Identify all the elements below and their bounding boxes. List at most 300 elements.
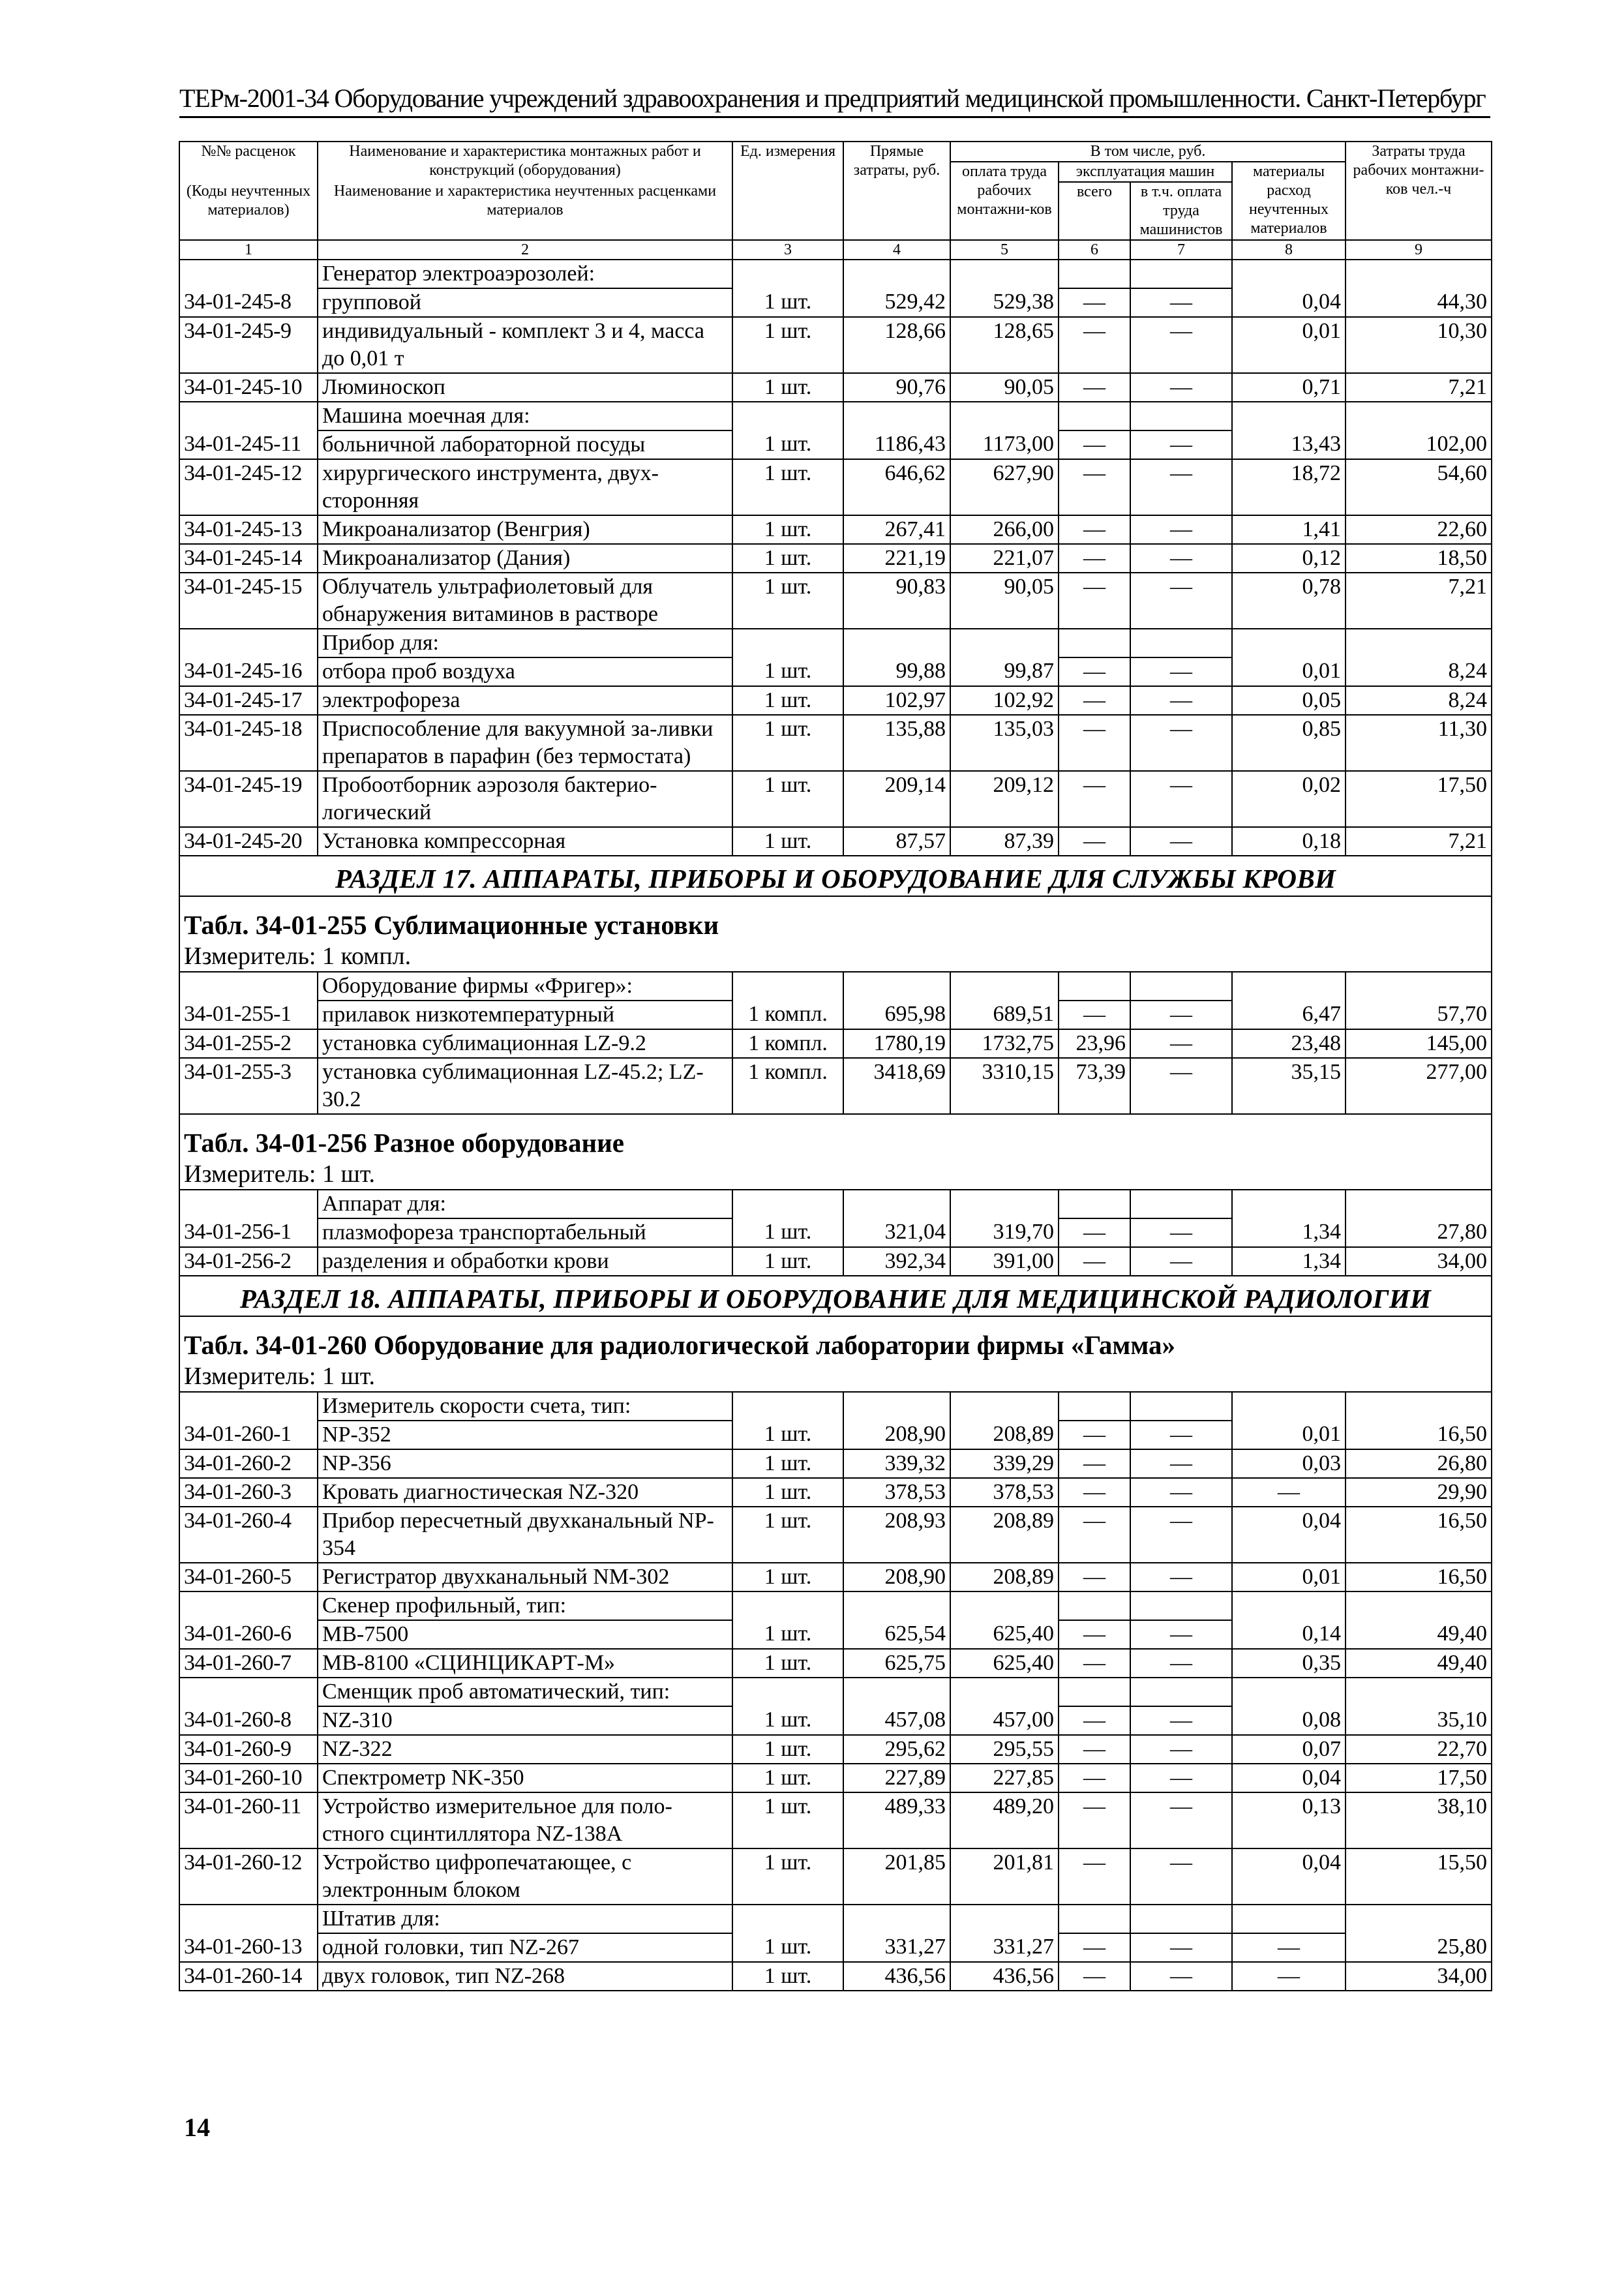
item-name: Спектрометр NK-350 (318, 1764, 732, 1792)
empty-cell (950, 1392, 1059, 1421)
group-header-row (179, 972, 1492, 1001)
rate-code: 34-01-255-3 (179, 1058, 318, 1114)
unit-cell: 1 шт. (732, 827, 843, 856)
item-name: NZ-310 (318, 1706, 732, 1735)
value-c5: 331,27 (950, 1933, 1059, 1962)
value-c9: 22,60 (1346, 515, 1492, 544)
unit-cell: 1 шт. (732, 1764, 843, 1792)
item-name: Установка компрессорная (318, 827, 732, 856)
empty-cell (1232, 1190, 1346, 1218)
value-c7: — (1130, 1962, 1232, 1991)
item-name: установка сублимационная LZ-9.2 (318, 1029, 732, 1058)
value-c6: — (1059, 1421, 1130, 1449)
table-row (179, 459, 1492, 515)
empty-cell (732, 1392, 843, 1421)
col-head-code-materials: (Коды неучтенных материалов) (179, 182, 318, 240)
value-c8: 0,71 (1232, 373, 1346, 402)
value-c8: 0,85 (1232, 715, 1346, 771)
value-c5: 378,53 (950, 1478, 1059, 1507)
item-name: Устройство измерительное для поло-стного сцинтиллятора NZ-138A (318, 1792, 732, 1848)
value-c4: 339,32 (843, 1449, 950, 1478)
empty-cell (1059, 629, 1130, 657)
item-name: двух головок, тип NZ-268 (318, 1962, 732, 1991)
table-row (179, 1933, 1492, 1962)
item-name: Регистратор двухканальный NM-302 (318, 1563, 732, 1591)
empty-cell (1346, 1905, 1492, 1933)
value-c7: — (1130, 1247, 1232, 1276)
value-c7: — (1130, 515, 1232, 544)
column-number: 8 (1232, 240, 1346, 260)
value-c4: 1780,19 (843, 1029, 950, 1058)
empty-cell (1346, 629, 1492, 657)
table-row (179, 686, 1492, 715)
table-row (179, 657, 1492, 686)
value-c9: 17,50 (1346, 1764, 1492, 1792)
rate-code: 34-01-255-2 (179, 1029, 318, 1058)
section-cell (179, 1276, 1492, 1316)
value-c4: 331,27 (843, 1933, 950, 1962)
value-c8: 0,01 (1232, 317, 1346, 373)
empty-cell (1059, 972, 1130, 1001)
value-c4: 128,66 (843, 317, 950, 373)
unit-cell: 1 шт. (732, 715, 843, 771)
rate-code-empty (179, 402, 318, 430)
item-name: плазмофореза транспортабельный (318, 1218, 732, 1247)
table-row (179, 1620, 1492, 1649)
section-row (179, 856, 1492, 896)
empty-cell (1059, 260, 1130, 288)
value-c6: — (1059, 317, 1130, 373)
value-c5: 201,81 (950, 1848, 1059, 1905)
rate-code: 34-01-245-15 (179, 573, 318, 629)
value-c8: 0,01 (1232, 657, 1346, 686)
value-c4: 392,34 (843, 1247, 950, 1276)
value-c5: 102,92 (950, 686, 1059, 715)
table-caption-cell (179, 1114, 1492, 1190)
unit-cell: 1 шт. (732, 573, 843, 629)
value-c9: 7,21 (1346, 827, 1492, 856)
table-caption-cell (179, 1316, 1492, 1392)
value-c5: 689,51 (950, 1001, 1059, 1029)
table-row (179, 1649, 1492, 1678)
rate-code-empty (179, 1392, 318, 1421)
empty-cell (1232, 402, 1346, 430)
value-c7: — (1130, 715, 1232, 771)
rate-code: 34-01-260-3 (179, 1478, 318, 1507)
value-c7: — (1130, 1649, 1232, 1678)
column-numbers-row (179, 240, 1492, 260)
table-row (179, 1848, 1492, 1905)
table-head (179, 142, 1492, 260)
value-c5: 391,00 (950, 1247, 1059, 1276)
value-c6: — (1059, 1001, 1130, 1029)
value-c5: 295,55 (950, 1735, 1059, 1764)
rate-code: 34-01-260-12 (179, 1848, 318, 1905)
value-c5: 436,56 (950, 1962, 1059, 1991)
unit-cell: 1 шт. (732, 515, 843, 544)
rate-code: 34-01-260-9 (179, 1735, 318, 1764)
value-c7: — (1130, 544, 1232, 573)
value-c4: 3418,69 (843, 1058, 950, 1114)
value-c9: 35,10 (1346, 1706, 1492, 1735)
rate-code: 34-01-260-1 (179, 1421, 318, 1449)
empty-cell (1346, 402, 1492, 430)
rate-code: 34-01-245-12 (179, 459, 318, 515)
empty-cell (843, 1905, 950, 1933)
value-c8: 23,48 (1232, 1029, 1346, 1058)
value-c6: — (1059, 657, 1130, 686)
rate-code: 34-01-260-4 (179, 1507, 318, 1563)
empty-cell (1346, 972, 1492, 1001)
empty-cell (732, 1591, 843, 1620)
value-c5: 529,38 (950, 288, 1059, 317)
value-c8: 0,05 (1232, 686, 1346, 715)
rate-code-empty (179, 972, 318, 1001)
value-c4: 208,90 (843, 1421, 950, 1449)
empty-cell (1130, 1905, 1232, 1933)
value-c5: 128,65 (950, 317, 1059, 373)
empty-cell (950, 260, 1059, 288)
value-c6: — (1059, 1735, 1130, 1764)
value-c8: 0,14 (1232, 1620, 1346, 1649)
value-c5: 319,70 (950, 1218, 1059, 1247)
rate-code-empty (179, 1190, 318, 1218)
value-c4: 201,85 (843, 1848, 950, 1905)
col-head-machinists-wages: в т.ч. оплата труда машинистов (1130, 182, 1232, 240)
value-c4: 378,53 (843, 1478, 950, 1507)
value-c5: 457,00 (950, 1706, 1059, 1735)
unit-cell: 1 шт. (732, 1649, 843, 1678)
value-c8: 1,41 (1232, 515, 1346, 544)
rate-code: 34-01-245-8 (179, 288, 318, 317)
value-c5: 625,40 (950, 1649, 1059, 1678)
value-c6: — (1059, 373, 1130, 402)
value-c8: 13,43 (1232, 430, 1346, 459)
table-body (179, 260, 1492, 1991)
table-caption-row (179, 1114, 1492, 1190)
item-name: Кровать диагностическая NZ-320 (318, 1478, 732, 1507)
value-c5: 87,39 (950, 827, 1059, 856)
value-c9: 102,00 (1346, 430, 1492, 459)
empty-cell (950, 1190, 1059, 1218)
unit-cell: 1 шт. (732, 657, 843, 686)
value-c8: 0,35 (1232, 1649, 1346, 1678)
value-c5: 135,03 (950, 715, 1059, 771)
group-header-row (179, 1190, 1492, 1218)
empty-cell (1130, 1678, 1232, 1706)
empty-cell (1130, 1591, 1232, 1620)
empty-cell (1059, 1678, 1130, 1706)
value-c7: — (1130, 827, 1232, 856)
item-name: NP-356 (318, 1449, 732, 1478)
value-c6: — (1059, 1620, 1130, 1649)
value-c4: 90,76 (843, 373, 950, 402)
value-c6: — (1059, 1247, 1130, 1276)
value-c4: 267,41 (843, 515, 950, 544)
value-c8: 0,03 (1232, 1449, 1346, 1478)
value-c7: — (1130, 1058, 1232, 1114)
unit-cell: 1 шт. (732, 1421, 843, 1449)
empty-cell (1130, 1190, 1232, 1218)
value-c9: 25,80 (1346, 1933, 1492, 1962)
table-caption-row (179, 1316, 1492, 1392)
rate-code: 34-01-260-13 (179, 1933, 318, 1962)
value-c7: — (1130, 1706, 1232, 1735)
unit-cell: 1 шт. (732, 459, 843, 515)
unit-cell: 1 компл. (732, 1058, 843, 1114)
value-c4: 625,54 (843, 1620, 950, 1649)
column-number: 3 (732, 240, 843, 260)
unit-cell: 1 шт. (732, 686, 843, 715)
value-c5: 339,29 (950, 1449, 1059, 1478)
value-c7: — (1130, 573, 1232, 629)
value-c9: 54,60 (1346, 459, 1492, 515)
price-table (179, 141, 1492, 1991)
rate-code: 34-01-245-16 (179, 657, 318, 686)
value-c8: 0,13 (1232, 1792, 1346, 1848)
value-c9: 29,90 (1346, 1478, 1492, 1507)
table-row (179, 1563, 1492, 1591)
group-header-row (179, 260, 1492, 288)
value-c9: 16,50 (1346, 1507, 1492, 1563)
group-header-row (179, 1392, 1492, 1421)
unit-cell: 1 шт. (732, 1735, 843, 1764)
rate-code: 34-01-260-2 (179, 1449, 318, 1478)
item-name: разделения и обработки крови (318, 1247, 732, 1276)
table-caption-cell (179, 896, 1492, 972)
value-c5: 1173,00 (950, 430, 1059, 459)
empty-cell (1346, 1190, 1492, 1218)
page-header: ТЕРм-2001-34 Оборудование учреждений здравоохранения и предприятий медицинской промышленности. Санкт-Петербург (179, 83, 1490, 118)
empty-cell (1130, 402, 1232, 430)
table-row (179, 1247, 1492, 1276)
value-c9: 49,40 (1346, 1649, 1492, 1678)
value-c9: 10,30 (1346, 317, 1492, 373)
value-c9: 38,10 (1346, 1792, 1492, 1848)
value-c7: — (1130, 430, 1232, 459)
table-row (179, 1421, 1492, 1449)
empty-cell (950, 1905, 1059, 1933)
value-c7: — (1130, 1029, 1232, 1058)
rate-code: 34-01-245-17 (179, 686, 318, 715)
table-caption-row (179, 896, 1492, 972)
table-title: Табл. 34-01-256 Разное оборудование (184, 1128, 624, 1158)
value-c4: 208,93 (843, 1507, 950, 1563)
value-c4: 135,88 (843, 715, 950, 771)
item-name: NP-352 (318, 1421, 732, 1449)
value-c6: — (1059, 515, 1130, 544)
value-c6: — (1059, 1649, 1130, 1678)
rate-code-empty (179, 629, 318, 657)
table-row (179, 317, 1492, 373)
group-title: Скенер профильный, тип: (318, 1591, 732, 1620)
item-name: Облучатель ультрафиолетовый для обнаружения витаминов в растворе (318, 573, 732, 629)
value-c7: — (1130, 1218, 1232, 1247)
value-c9: 44,30 (1346, 288, 1492, 317)
unit-cell: 1 компл. (732, 1029, 843, 1058)
value-c7: — (1130, 1507, 1232, 1563)
empty-cell (1346, 1678, 1492, 1706)
value-c9: 145,00 (1346, 1029, 1492, 1058)
value-c6: — (1059, 459, 1130, 515)
group-header-row (179, 1678, 1492, 1706)
value-c6: — (1059, 1764, 1130, 1792)
value-c5: 208,89 (950, 1507, 1059, 1563)
table-row (179, 1058, 1492, 1114)
section-title: РАЗДЕЛ 17. АППАРАТЫ, ПРИБОРЫ И ОБОРУДОВАНИЕ ДЛЯ СЛУЖБЫ КРОВИ (335, 864, 1336, 894)
value-c4: 457,08 (843, 1706, 950, 1735)
unit-cell: 1 компл. (732, 1001, 843, 1029)
value-c4: 436,56 (843, 1962, 950, 1991)
empty-cell (1232, 1591, 1346, 1620)
measure-unit: Измеритель: 1 шт. (184, 1160, 375, 1188)
value-c6: — (1059, 1706, 1130, 1735)
value-c5: 90,05 (950, 373, 1059, 402)
col-head-machines: эксплуатация машин (1059, 162, 1232, 182)
value-c6: — (1059, 573, 1130, 629)
item-name: Пробоотборник аэрозоля бактерио-логический (318, 771, 732, 827)
unit-cell: 1 шт. (732, 1218, 843, 1247)
group-title: Оборудование фирмы «Фригер»: (318, 972, 732, 1001)
empty-cell (1059, 1190, 1130, 1218)
unit-cell: 1 шт. (732, 1247, 843, 1276)
empty-cell (732, 1190, 843, 1218)
value-c7: — (1130, 657, 1232, 686)
value-c7: — (1130, 1792, 1232, 1848)
value-c9: 57,70 (1346, 1001, 1492, 1029)
group-title: Аппарат для: (318, 1190, 732, 1218)
value-c6: — (1059, 1962, 1130, 1991)
empty-cell (1232, 1392, 1346, 1421)
value-c6: — (1059, 1449, 1130, 1478)
value-c8: 0,78 (1232, 573, 1346, 629)
value-c4: 489,33 (843, 1792, 950, 1848)
table-row (179, 1449, 1492, 1478)
column-number: 4 (843, 240, 950, 260)
col-head-wages: оплата труда рабочих монтажни-ков (950, 162, 1059, 240)
col-head-name: Наименование и характеристика монтажных работ и конструкций (оборудования) (318, 142, 732, 182)
value-c9: 27,80 (1346, 1218, 1492, 1247)
table-row (179, 1962, 1492, 1991)
value-c5: 3310,15 (950, 1058, 1059, 1114)
empty-cell (843, 1591, 950, 1620)
value-c4: 625,75 (843, 1649, 950, 1678)
empty-cell (1346, 1392, 1492, 1421)
unit-cell: 1 шт. (732, 430, 843, 459)
empty-cell (1232, 972, 1346, 1001)
value-c5: 99,87 (950, 657, 1059, 686)
col-head-direct-costs: Прямые затраты, руб. (843, 142, 950, 240)
empty-cell (950, 972, 1059, 1001)
item-name: электрофореза (318, 686, 732, 715)
empty-cell (1232, 629, 1346, 657)
empty-cell (1130, 972, 1232, 1001)
empty-cell (1130, 260, 1232, 288)
value-c6: — (1059, 288, 1130, 317)
group-title: Штатив для: (318, 1905, 732, 1933)
value-c8: 0,12 (1232, 544, 1346, 573)
value-c5: 208,89 (950, 1563, 1059, 1591)
column-number: 6 (1059, 240, 1130, 260)
value-c8: 0,18 (1232, 827, 1346, 856)
unit-cell: 1 шт. (732, 1449, 843, 1478)
value-c7: — (1130, 1421, 1232, 1449)
unit-cell: 1 шт. (732, 1507, 843, 1563)
value-c6: — (1059, 1507, 1130, 1563)
rate-code: 34-01-245-13 (179, 515, 318, 544)
rate-code: 34-01-260-8 (179, 1706, 318, 1735)
value-c6: — (1059, 771, 1130, 827)
item-name: Приспособление для вакуумной за-ливки препаратов в парафин (без термостата) (318, 715, 732, 771)
section-row (179, 1276, 1492, 1316)
unit-cell: 1 шт. (732, 1620, 843, 1649)
value-c7: — (1130, 317, 1232, 373)
column-number: 9 (1346, 240, 1492, 260)
table-row (179, 1735, 1492, 1764)
value-c5: 209,12 (950, 771, 1059, 827)
value-c8: 35,15 (1232, 1058, 1346, 1114)
value-c4: 208,90 (843, 1563, 950, 1591)
table-row (179, 715, 1492, 771)
value-c4: 646,62 (843, 459, 950, 515)
value-c9: 34,00 (1346, 1247, 1492, 1276)
rate-code: 34-01-245-11 (179, 430, 318, 459)
col-head-unit: Ед. измерения (732, 142, 843, 240)
value-c6: — (1059, 430, 1130, 459)
value-c5: 625,40 (950, 1620, 1059, 1649)
table-row (179, 1218, 1492, 1247)
column-number: 7 (1130, 240, 1232, 260)
table-row (179, 373, 1492, 402)
empty-cell (732, 972, 843, 1001)
value-c5: 208,89 (950, 1421, 1059, 1449)
group-header-row (179, 1905, 1492, 1933)
empty-cell (1130, 1392, 1232, 1421)
value-c8: 0,04 (1232, 1764, 1346, 1792)
rate-code-empty (179, 1905, 318, 1933)
rate-code: 34-01-245-19 (179, 771, 318, 827)
table-row (179, 515, 1492, 544)
value-c9: 7,21 (1346, 573, 1492, 629)
unit-cell: 1 шт. (732, 1933, 843, 1962)
value-c7: — (1130, 373, 1232, 402)
rate-code: 34-01-245-10 (179, 373, 318, 402)
col-head-name-materials: Наименование и характеристика неучтенных расценками материалов (318, 182, 732, 240)
unit-cell: 1 шт. (732, 288, 843, 317)
value-c6: — (1059, 1933, 1130, 1962)
value-c8: 0,04 (1232, 1848, 1346, 1905)
unit-cell: 1 шт. (732, 1848, 843, 1905)
value-c6: — (1059, 1848, 1130, 1905)
rate-code: 34-01-260-5 (179, 1563, 318, 1591)
value-c5: 90,05 (950, 573, 1059, 629)
empty-cell (843, 1392, 950, 1421)
value-c6: — (1059, 1792, 1130, 1848)
value-c9: 18,50 (1346, 544, 1492, 573)
empty-cell (950, 402, 1059, 430)
group-header-row (179, 629, 1492, 657)
value-c9: 49,40 (1346, 1620, 1492, 1649)
group-header-row (179, 1591, 1492, 1620)
empty-cell (1232, 1678, 1346, 1706)
value-c6: — (1059, 1563, 1130, 1591)
col-head-materials: материалы расход неучтенных материалов (1232, 162, 1346, 240)
value-c8: 0,04 (1232, 1507, 1346, 1563)
value-c8: 1,34 (1232, 1247, 1346, 1276)
empty-cell (1130, 629, 1232, 657)
unit-cell: 1 шт. (732, 317, 843, 373)
value-c7: — (1130, 1449, 1232, 1478)
